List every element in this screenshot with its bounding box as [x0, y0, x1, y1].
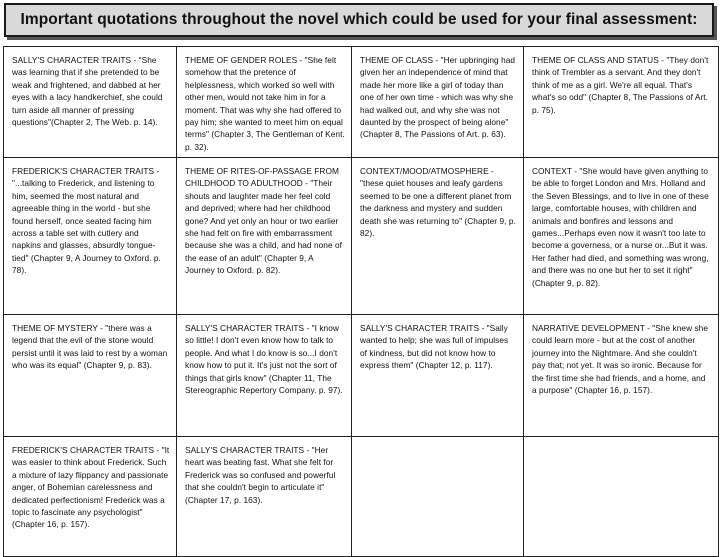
- quote-cell: SALLY'S CHARACTER TRAITS - "She was learning that if she pretended to be weak and frightened, and dabbed at her eyes with a lacy handkerchief, she could turn aside all manner of pressing questions"(Chapter 2, The Web. p. 14).: [4, 47, 177, 158]
- quote-cell: CONTEXT/MOOD/ATMOSPHERE - "these quiet houses and leafy gardens seemed to be one a different planet from the darkness and mystery and sudden death she was returning to" (Chapter 9, p. 82).: [352, 158, 524, 315]
- quote-cell: THEME OF GENDER ROLES - "She felt somehow that the pretence of helplessness, which worked so well with other men, would not take him in for a moment. That was why she had offered to pay him; she wanted to meet him on equal terms" (Chapter 3, The Gentleman of Kent. p. 32).: [177, 47, 352, 158]
- empty-cell: [352, 437, 524, 557]
- quote-cell: SALLY'S CHARACTER TRAITS - "Her heart was beating fast. What she felt for Frederick was so confused and powerful that she couldn't begin to articulate it" (Chapter 17, p. 163).: [177, 437, 352, 557]
- table-row: [4, 158, 719, 315]
- page-title: Important quotations throughout the novel which could be used for your final assessment:: [20, 11, 698, 28]
- table-row: [4, 47, 719, 158]
- quote-cell: SALLY'S CHARACTER TRAITS - "Sally wanted to help; she was full of impulses of kindness, but did not know how to express them" (Chapter 12, p. 117).: [352, 315, 524, 437]
- quote-cell: THEME OF CLASS - "Her upbringing had given her an independence of mind that made her more like a girl of today than one of her own time - which was why she had walked out, and why she was not daunted by the prospect of being alone" (Chapter 8, The Passions of Art. p. 63).: [352, 47, 524, 158]
- quote-cell: FREDERICK'S CHARACTER TRAITS - "It was easier to think about Frederick. Such a mixture of lazy flippancy and passionate anger, of Bohemian carelessness and dedicated perfectionism! Frederick was a topic to fascinate any psychologist" (Chapter 16, p. 157).: [4, 437, 177, 557]
- quote-cell: THEME OF RITES-OF-PASSAGE FROM CHILDHOOD TO ADULTHOOD - "Their shouts and laughter made her feel cold and deprived; where had her childhood gone? And yet only an hour or two earlier she had felt on fire with embarrassment because she was a child, and had none of the ease of an adult" (Chapter 9, A Journey to Oxford. p. 82).: [177, 158, 352, 315]
- table-row: [4, 315, 719, 437]
- quotations-table: [3, 46, 719, 557]
- quote-cell: THEME OF CLASS AND STATUS - "They don't think of Trembler as a servant. And they don't think of me as a girl. We're all equal. That's what's so odd" (Chapter 8, The Passions of Art. p. 75).: [524, 47, 719, 158]
- quote-cell: SALLY'S CHARACTER TRAITS - "I know so little! I don't even know how to talk to people. And what I do know is so...I don't know how to put it. It's just not the sort of things that girls know" (Chapter 11, The Stereographic Repertory Company. p. 97).: [177, 315, 352, 437]
- quote-cell: NARRATIVE DEVELOPMENT - "She knew she could learn more - but at the cost of another journey into the Nightmare. And she couldn't pay that; not yet. It was so ironic. Because for the first time she had friends, and a home, and a purpose" (Chapter 16, p. 157).: [524, 315, 719, 437]
- quote-cell: THEME OF MYSTERY - "there was a legend that the evil of the stone would persist until it was laid to rest by a woman who was its equal" (Chapter 9, p. 83).: [4, 315, 177, 437]
- title-banner: [4, 3, 714, 37]
- empty-cell: [524, 437, 719, 557]
- quote-cell: CONTEXT - "She would have given anything to be able to forget London and Mrs. Holland and the Seven Blessings, and to live in one of these large, comfortable houses, with children and animals and bonfires and lessons and games...Perhaps even now it wasn't too late to become a governess, or a nurse or...But it was. Her father had died, and something was wrong, and there was no one but her to set it right" (Chapter 9, p. 82).: [524, 158, 719, 315]
- quote-cell: FREDERICK'S CHARACTER TRAITS - "...talking to Frederick, and listening to him, seemed the most natural and agreeable thing in the world - but she found herself, once seated facing him across a table set with cutlery and napkins and glasses, absurdly tongue-tied" (Chapter 9, A Journey to Oxford. p. 78).: [4, 158, 177, 315]
- table-row: [4, 437, 719, 557]
